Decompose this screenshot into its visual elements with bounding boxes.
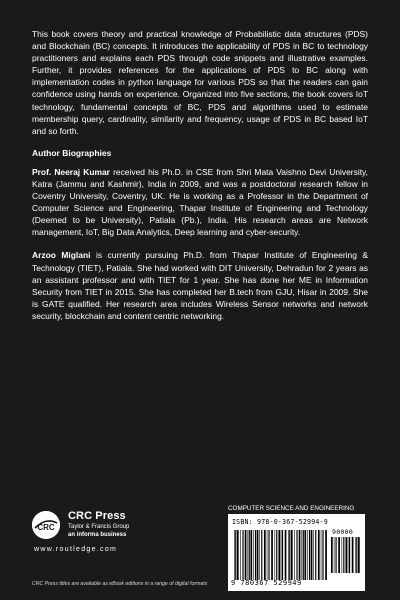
ean-barcode-bars — [234, 530, 328, 580]
barcode-bar — [325, 530, 327, 580]
isbn-barcode — [228, 514, 365, 591]
barcode-bar — [285, 530, 287, 580]
barcode-bar — [338, 537, 340, 573]
ean-digits: 9 780367 529949 — [231, 579, 302, 587]
barcode-bar — [349, 537, 350, 573]
publisher-group: Taylor & Francis Group — [68, 524, 130, 530]
barcode-bar — [255, 530, 256, 580]
back-cover-text — [32, 28, 368, 333]
barcode-bar — [253, 530, 254, 580]
barcode-bar — [304, 530, 306, 580]
barcode-bar — [294, 530, 295, 580]
barcode-bar — [303, 530, 304, 580]
barcode-bar — [322, 530, 323, 580]
author-bio-text-2: is currently pursuing Ph.D. from Thapar Institute of Engineering & Technology (TIET), Patiala. She had worked with DIT University, Dehradun for 2 years as an assistant professor and with TIET for 1 year. She has done her ME in Information Security from TIET in 2015. She has completed her B.tech from GJU, Hisar in 2009. She is GATE qualified. Her research area includes Wireless Sensor networks and network security, blockchain and content centric networking. — [32, 250, 369, 321]
publisher-name: CRC Press — [68, 510, 126, 522]
barcode-bar — [311, 530, 313, 580]
barcode-bar — [343, 537, 344, 573]
barcode-bar — [237, 530, 239, 580]
barcode-bar — [313, 530, 314, 580]
isbn-number: ISBN: 978-0-367-52994-9 — [232, 518, 328, 526]
barcode-bar — [242, 530, 243, 580]
price-addon-digits: 90000 — [332, 528, 354, 536]
barcode-bar — [348, 537, 349, 573]
publisher-block — [32, 510, 202, 570]
author-name-1: Prof. Neeraj Kumar — [32, 166, 110, 177]
crc-press-logo — [32, 511, 60, 539]
barcode-bar — [281, 530, 282, 580]
addon-barcode-bars — [331, 537, 360, 573]
barcode-bar — [321, 530, 322, 580]
barcode-bar — [336, 537, 337, 573]
crc-logo-text: CRC — [37, 523, 55, 532]
author-bio-2 — [32, 249, 368, 322]
publisher-business: an informa business — [68, 532, 127, 538]
barcode-bar — [257, 530, 259, 580]
book-description: This book covers theory and practical knowledge of Probabilistic data structures (PDS) and Blockchain (BC) concepts. It introduces the applicability of PDS in BC to technology practitioners and explains each PDS through code snippets and illustrative examples. Further, it provides references for the applications of PDS to BC along with implementation codes in python language for various PDS so that the readers can gain confidence using hands on experience. Organized into five sections, the book covers IoT technology, fundamental concepts of BC, PDS and algorithms used to estimate membership query, cardinality, similarity and frequency, usage of PDS in BC based IoT and so forth. — [32, 29, 368, 136]
barcode-bar — [356, 537, 357, 573]
author-bio-text-1: received his Ph.D. in CSE from Shri Mata Vaishno Devi University, Katra (Jammu and Kashmir), India in 2009, and was a postdoctoral research fellow in Coventry University, Coventry, UK. He is working as a Professor in the Department of Computer Science and Engineering, Thapar Institute of Engineering and Technology (Deemed to be University), Patiala (Pb.), India. His research areas are Network management, IoT, Big Data Analytics, Deep learning and cyber-security. — [32, 166, 368, 238]
author-bio-1 — [32, 166, 368, 239]
barcode-bar — [358, 537, 360, 573]
publisher-website: www.routledge.com — [34, 546, 118, 553]
barcode-bar — [291, 530, 293, 580]
barcode-bar — [249, 530, 250, 580]
barcode-bar — [268, 530, 269, 580]
barcode-bar — [299, 530, 301, 580]
barcode-bar — [276, 530, 277, 580]
barcode-bar — [334, 537, 335, 573]
barcode-bar — [346, 537, 348, 573]
barcode-bar — [234, 530, 235, 580]
barcode-bar — [302, 530, 303, 580]
barcode-bar — [275, 530, 276, 580]
subject-category: COMPUTER SCIENCE AND ENGINEERING — [228, 505, 355, 512]
barcode-bar — [278, 530, 280, 580]
author-name-2: Arzoo Miglani — [32, 250, 91, 261]
barcode-bar — [271, 530, 273, 580]
barcode-bar — [264, 530, 266, 580]
barcode-bar — [289, 530, 290, 580]
barcode-bar — [250, 530, 252, 580]
barcode-bar — [309, 530, 310, 580]
barcode-bar — [318, 530, 320, 580]
barcode-bar — [342, 537, 343, 573]
barcode-bar — [235, 530, 236, 580]
barcode-bar — [296, 530, 297, 580]
barcode-bar — [261, 530, 262, 580]
barcode-bar — [355, 537, 356, 573]
barcode-bar — [245, 530, 247, 580]
barcode-bar — [240, 530, 241, 580]
barcode-bar — [331, 537, 333, 573]
barcode-bar — [307, 530, 308, 580]
author-biographies-heading: Author Biographies — [32, 147, 112, 158]
barcode-bar — [267, 530, 268, 580]
barcode-bar — [282, 530, 283, 580]
barcode-bar — [288, 530, 289, 580]
barcode-bar — [315, 530, 316, 580]
barcode-bar — [352, 537, 354, 573]
barcode-bar — [248, 530, 249, 580]
ebook-note: CRC Press titles are available as eBook editions in a range of digital formats — [32, 581, 208, 587]
barcode-bar — [259, 530, 260, 580]
